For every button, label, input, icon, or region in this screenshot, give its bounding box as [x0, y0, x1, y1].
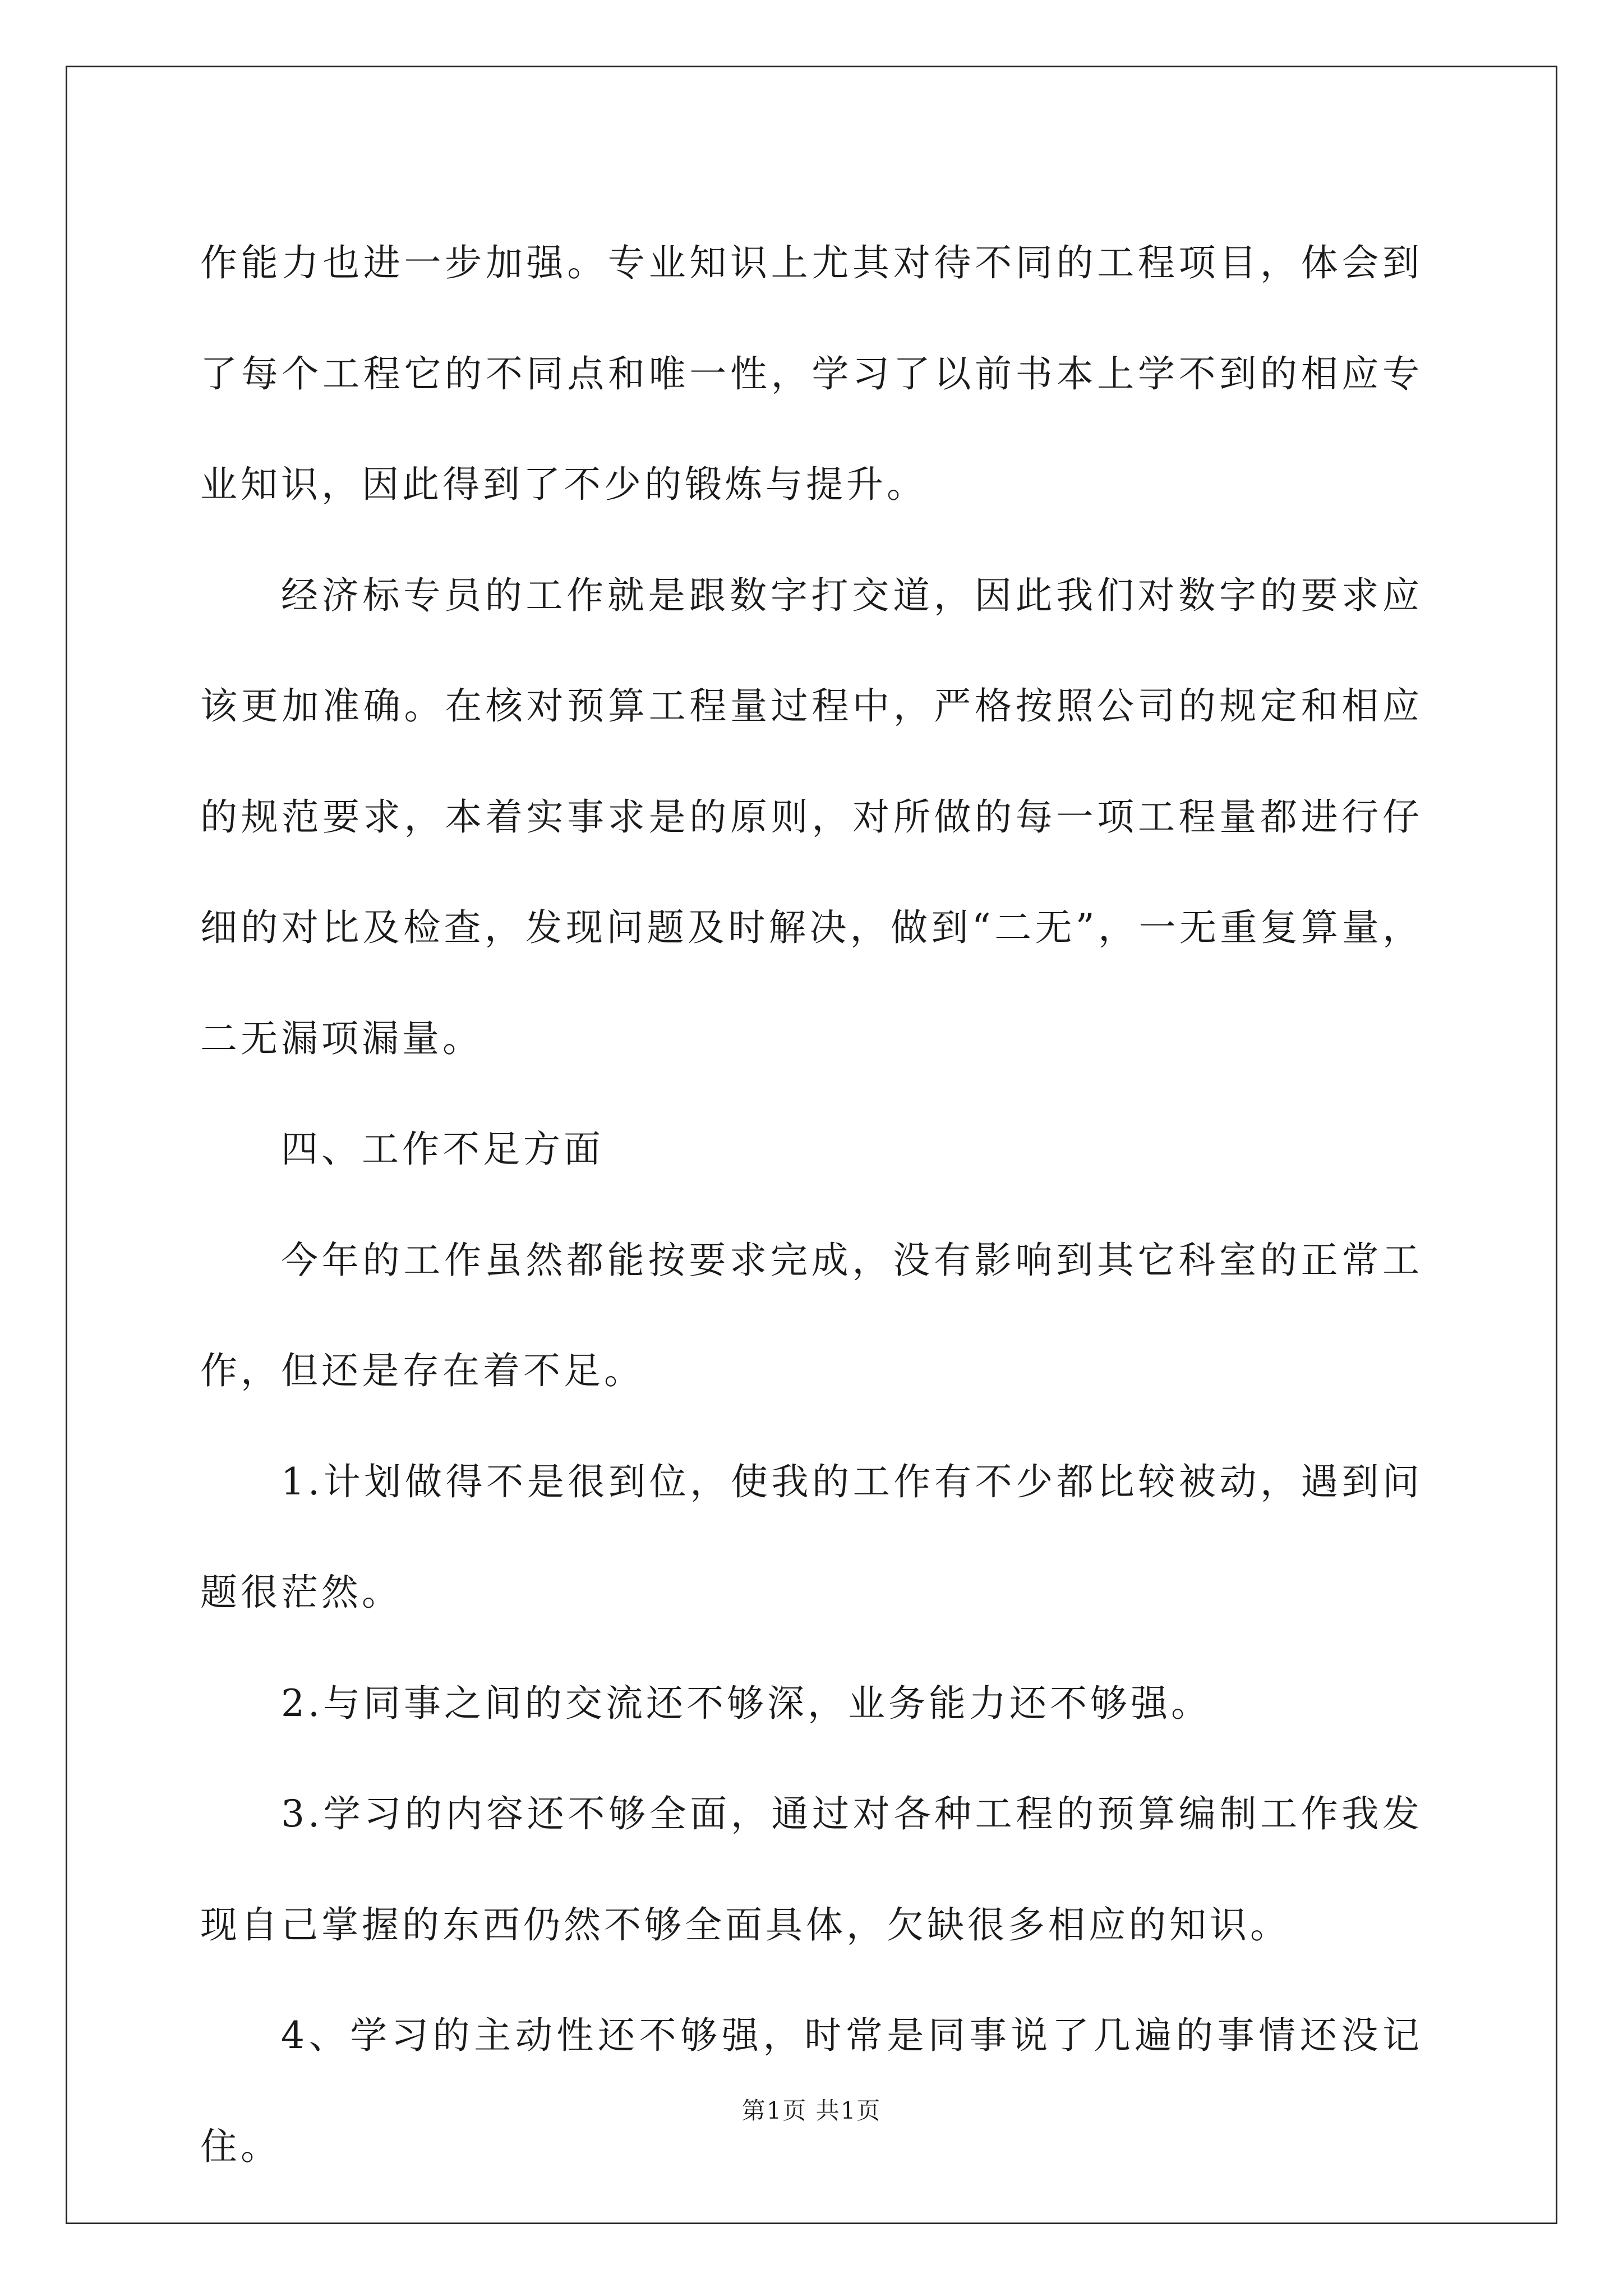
paragraph-economic-specialist: 经济标专员的工作就是跟数字打交道，因此我们对数字的要求应该更加准确。在核对预算工程量过程中，严格按照公司的规定和相应的规范要求，本着实事求是的原则，对所做的每一项工程量都进行仔细的对比及检查，发现问题及时解决，做到“二无”，一无重复算量，二无漏项漏量。 [200, 573, 1423, 1060]
document-body [200, 208, 1423, 2202]
paragraph-continuation: 作能力也进一步加强。专业知识上尤其对待不同的工程项目，体会到了每个工程它的不同点和唯一性，学习了以前书本上学不到的相应专业知识，因此得到了不少的锻炼与提升。 [200, 241, 1423, 506]
paragraph-shortcomings-intro: 今年的工作虽然都能按要求完成，没有影响到其它科室的正常工作，但还是存在着不足。 [200, 1238, 1423, 1392]
list-item-3: 3.学习的内容还不够全面，通过对各种工程的预算编制工作我发现自己掌握的东西仍然不够全面具体，欠缺很多相应的知识。 [200, 1792, 1423, 1947]
section-heading-shortcomings: 四、工作不足方面 [281, 1128, 604, 1171]
page-number-footer: 第1页 共1页 [741, 2097, 882, 2124]
list-item-4: 4、学习的主动性还不够强，时常是同事说了几遍的事情还没记住。 [200, 2014, 1423, 2168]
list-item-2: 2.与同事之间的交流还不够深，业务能力还不够强。 [281, 1681, 1211, 1725]
list-item-1: 1.计划做得不是很到位，使我的工作有不少都比较被动，遇到问题很茫然。 [200, 1460, 1423, 1614]
